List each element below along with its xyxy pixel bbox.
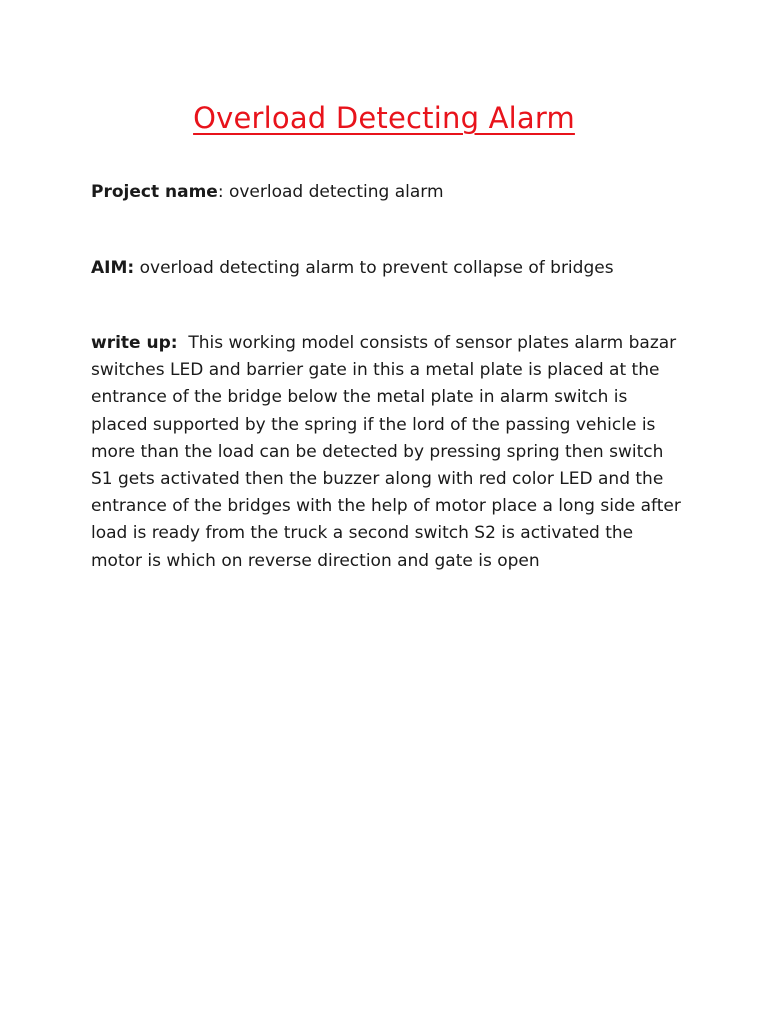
- project-name-label: Project name: [91, 182, 218, 202]
- document-title: Overload Detecting Alarm: [193, 101, 575, 135]
- aim-value: overload detecting alarm to prevent collapse of bridges: [134, 258, 614, 278]
- project-name-value: overload detecting alarm: [228, 182, 444, 202]
- project-name-separator: :: [217, 182, 229, 202]
- aim-paragraph: [91, 255, 681, 282]
- writeup-text: This working model consists of sensor plates alarm bazar switches LED and barrier gate in this a metal plate is placed at the entrance of the bridge below the metal plate in alarm switch is placed supported by the spring if the lord of the passing vehicle is more than the load can be detected by pressing spring then switch S1 gets activated then the buzzer along with red color LED and the entrance of the bridges with the help of motor place a long side after load is ready from the truck a second switch S2 is activated the motor is which on reverse direction and gate is open: [91, 333, 687, 571]
- project-name-paragraph: [91, 179, 681, 206]
- aim-label: AIM:: [91, 258, 135, 278]
- writeup-label: write up:: [91, 333, 178, 353]
- writeup-paragraph: [91, 330, 687, 575]
